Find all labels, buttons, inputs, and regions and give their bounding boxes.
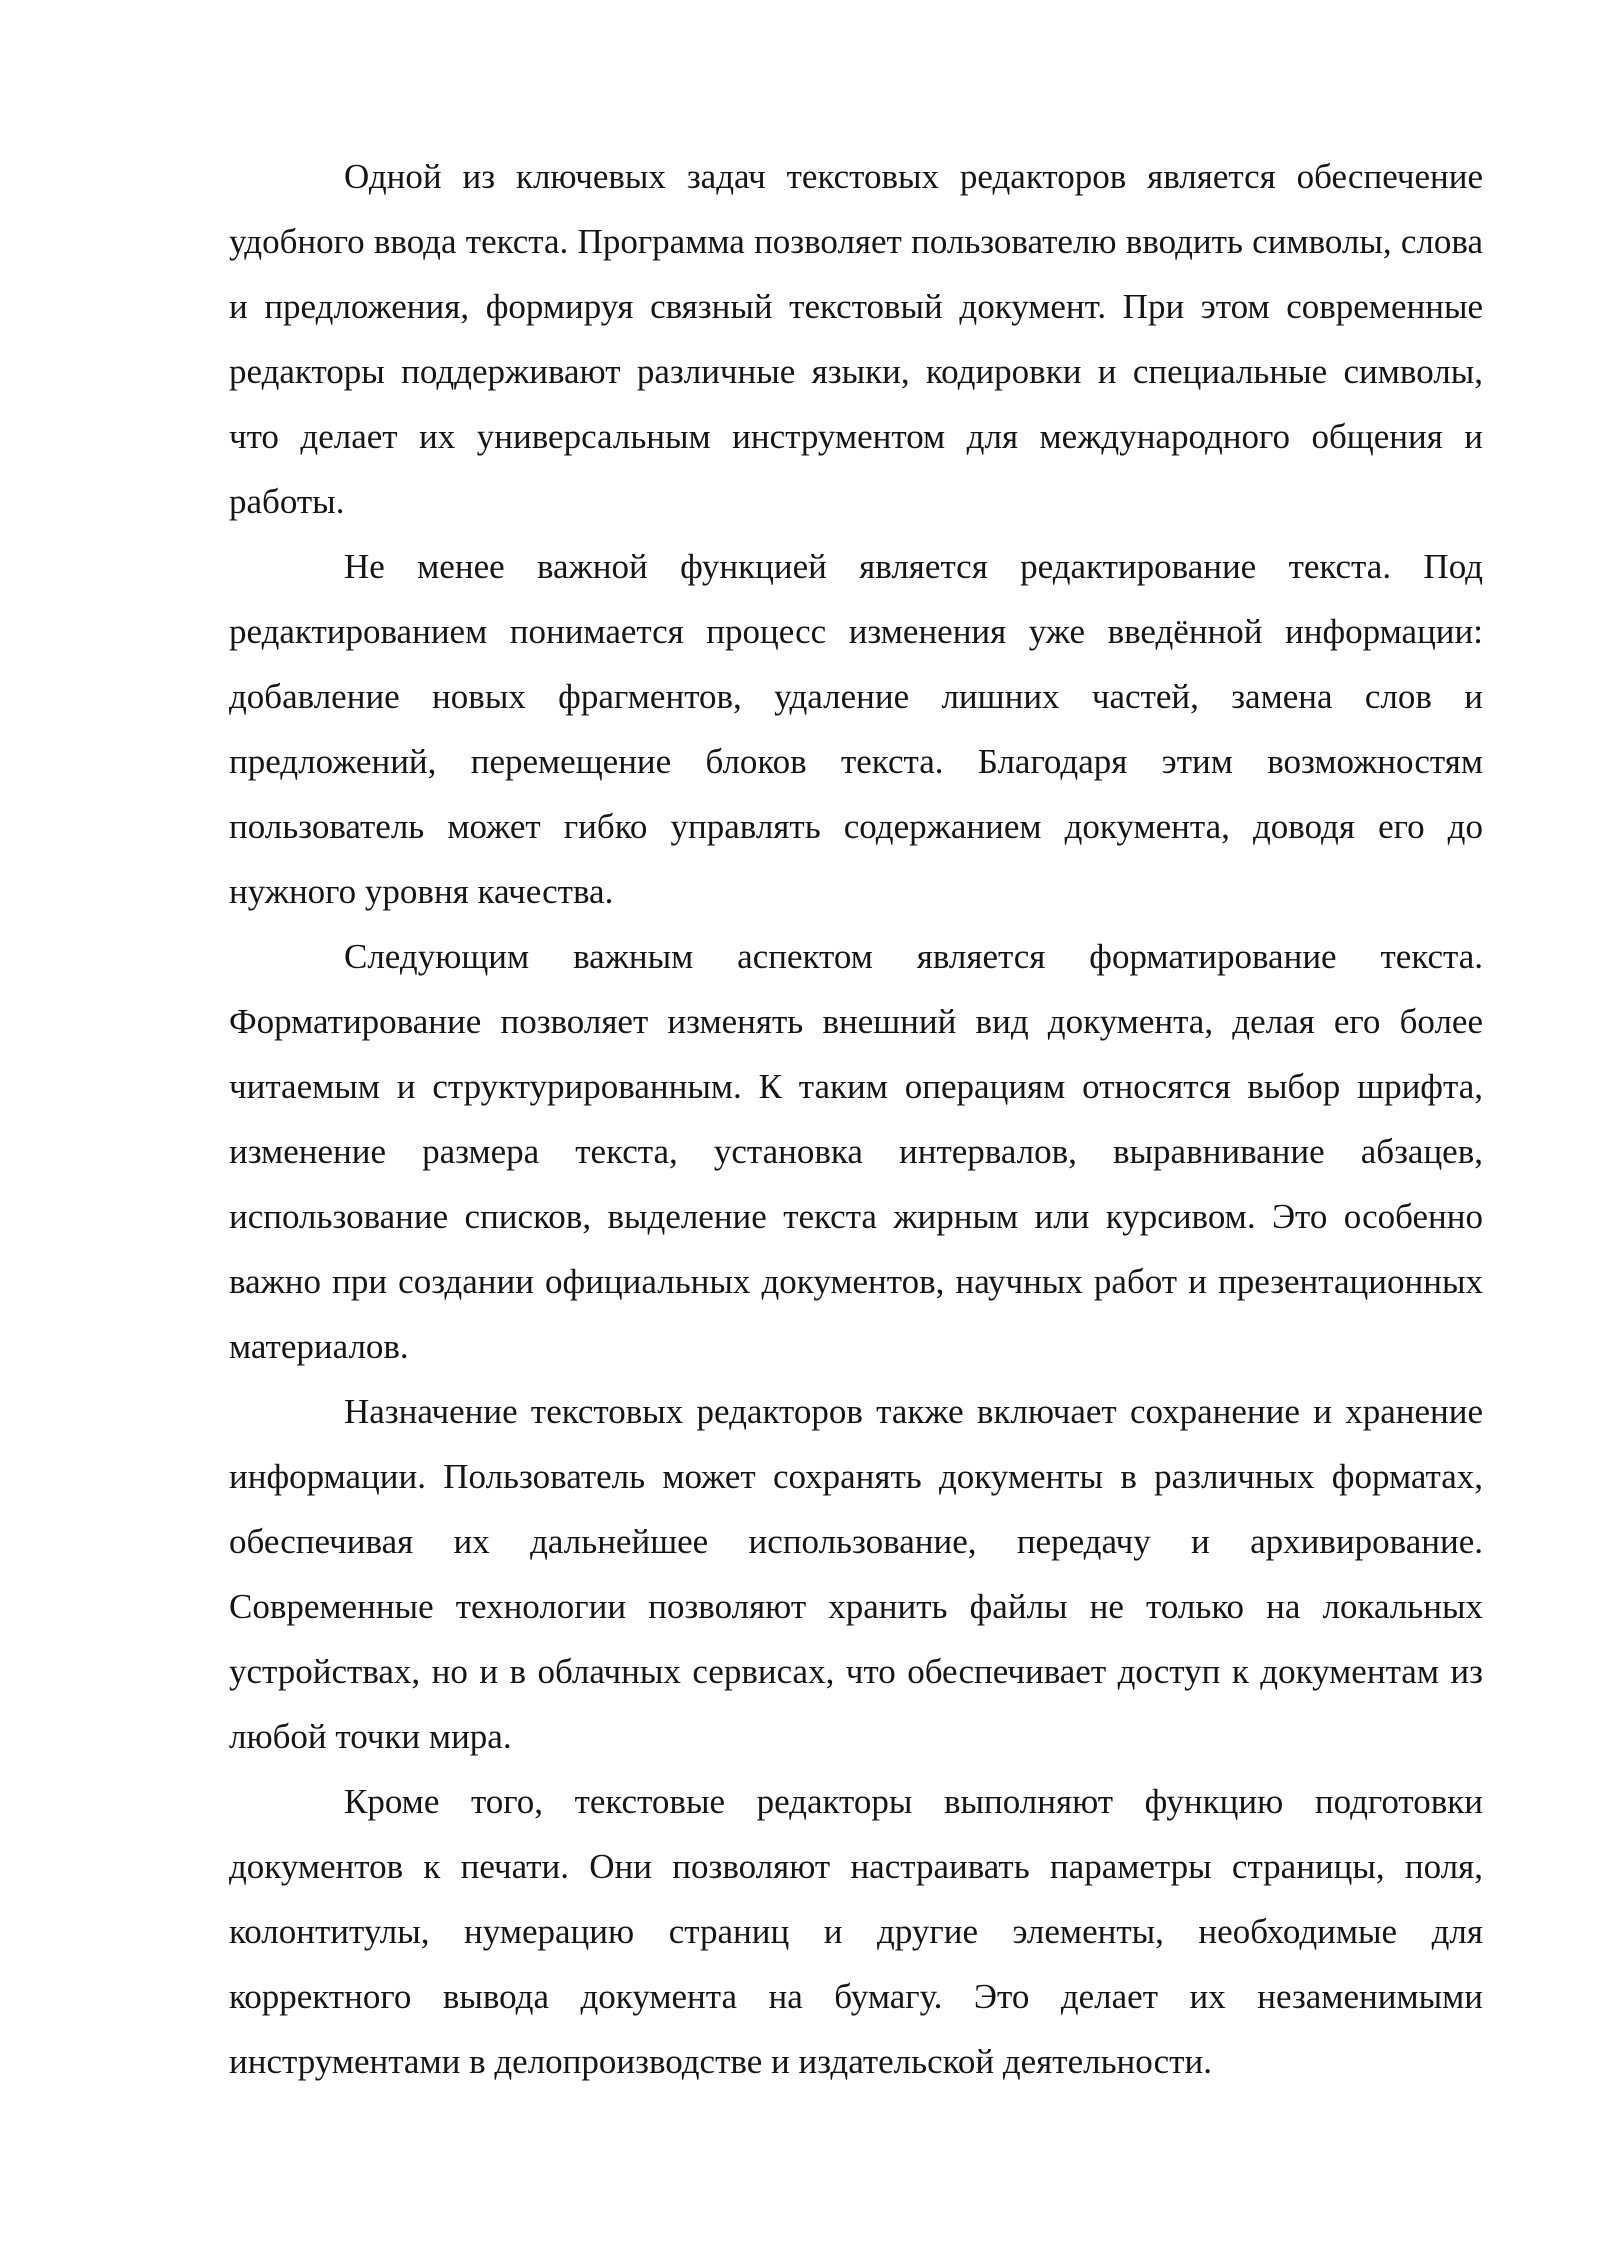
- paragraph-text-editing: Не менее важной функцией является редактирование текста. Под редактированием понимается процесс изменения уже введённой информации: добавление новых фрагментов, удаление лишних частей, замена слов и предложений, перемещение блоков текста. Благодаря этим возможностям пользователь может гибко управлять содержанием документа, доводя его до нужного уровня качества.: [229, 547, 1483, 911]
- paragraph-print-preparation: Кроме того, текстовые редакторы выполняют функцию подготовки документов к печати. Они позволяют настраивать параметры страницы, поля, колонтитулы, нумерацию страниц и другие элементы, необходимые для корректного вывода документа на бумагу. Это делает их незаменимыми инструментами в делопроизводстве и издательской деятельности.: [229, 1782, 1483, 2081]
- paragraph-text-input: Одной из ключевых задач текстовых редакторов является обеспечение удобного ввода текста. Программа позволяет пользователю вводить символы, слова и предложения, формируя связный текстовый документ. При этом современные редакторы поддерживают различные языки, кодировки и специальные символы, что делает их универсальным инструментом для международного общения и работы.: [229, 157, 1483, 521]
- document-body: [229, 144, 1483, 2094]
- paragraph-saving-storage: Назначение текстовых редакторов также включает сохранение и хранение информации. Пользователь может сохранять документы в различных форматах, обеспечивая их дальнейшее использование, передачу и архивирование. Современные технологии позволяют хранить файлы не только на локальных устройствах, но и в облачных сервисах, что обеспечивает доступ к документам из любой точки мира.: [229, 1392, 1483, 1756]
- paragraph-text-formatting: Следующим важным аспектом является форматирование текста. Форматирование позволяет изменять внешний вид документа, делая его более читаемым и структурированным. К таким операциям относятся выбор шрифта, изменение размера текста, установка интервалов, выравнивание абзацев, использование списков, выделение текста жирным или курсивом. Это особенно важно при создании официальных документов, научных работ и презентационных материалов.: [229, 937, 1483, 1366]
